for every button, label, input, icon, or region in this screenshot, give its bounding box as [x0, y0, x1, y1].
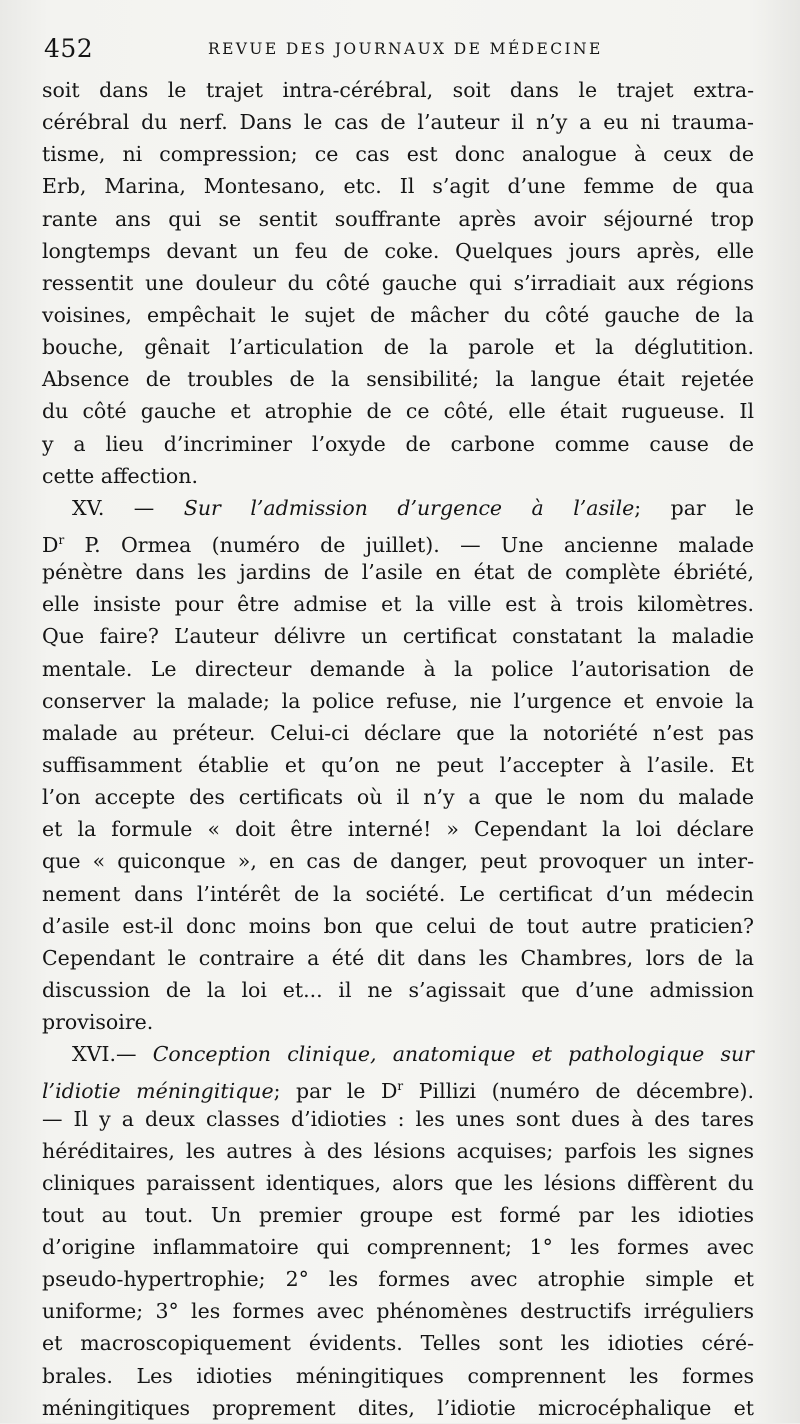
- section-heading-xvi: [42, 1038, 754, 1070]
- section-heading-xv: [42, 492, 754, 524]
- superscript: r: [397, 1079, 404, 1094]
- text-line: d’asile est-il donc moins bon que celui de tout autre praticien?: [42, 913, 754, 938]
- text-line: cette affection.: [42, 463, 198, 488]
- superscript: r: [58, 532, 65, 547]
- text-line: Que faire? L’auteur délivre un certificat constatant la maladie: [42, 624, 754, 649]
- section-title: Sur l’admission d’urgence à l’asile: [183, 495, 635, 520]
- section-byline: ; par le: [634, 495, 754, 520]
- section-number: XVI.—: [72, 1042, 137, 1067]
- text-line: pénètre dans les jardins de l’asile en état de complète ébriété,: [42, 560, 754, 585]
- text-line: longtemps devant un feu de coke. Quelques jours après, elle: [42, 238, 754, 263]
- author-and-source: Pillizi (numéro de décembre).: [403, 1079, 754, 1104]
- text-line: et la formule « doit être interné! » Cependant la loi déclare: [42, 817, 754, 842]
- text-line: pseudo-hypertrophie; 2° les formes avec atrophie simple et: [42, 1267, 754, 1292]
- section-title: Conception clinique, anatomique et pathologique sur: [152, 1042, 754, 1067]
- page-number: 452: [44, 34, 94, 63]
- text-line: Cependant le contraire a été dit dans les Chambres, lors de la: [42, 945, 754, 970]
- text-line: cérébral du nerf. Dans le cas de l’auteur il n’y a eu ni trauma-: [42, 110, 754, 135]
- section-number: XV. —: [72, 495, 155, 520]
- text-line: nement dans l’intérêt de la société. Le certificat d’un médecin: [42, 881, 754, 906]
- text-line: tisme, ni compression; ce cas est donc analogue à ceux de: [42, 142, 754, 167]
- body-text: [42, 74, 754, 1424]
- text-line: l’on accepte des certificats où il n’y a que le nom du malade: [42, 785, 754, 810]
- page-header: [44, 34, 776, 74]
- text-line: voisines, empêchait le sujet de mâcher du côté gauche de la: [42, 302, 754, 327]
- text-line: tout au tout. Un premier groupe est formé par les idioties: [42, 1202, 754, 1227]
- running-title: REVUE DES JOURNAUX DE MÉDECINE: [208, 40, 603, 58]
- text-line: héréditaires, les autres à des lésions acquises; parfois les signes: [42, 1138, 754, 1163]
- text-line: mentale. Le directeur demande à la police l’autorisation de: [42, 656, 754, 681]
- text-line: brales. Les idioties méningitiques comprennent les formes: [42, 1363, 754, 1388]
- text-line: ressentit une douleur du côté gauche qui s’irradiait aux régions: [42, 270, 754, 295]
- section-title-continuation: [42, 1070, 754, 1102]
- text-line: discussion de la loi et... il ne s’agissait que d’une admission: [42, 977, 754, 1002]
- section-title: l’idiotie méningitique: [42, 1079, 274, 1104]
- author-and-source: P. Ormea (numéro de juillet). — Une ancienne malade: [64, 532, 754, 557]
- text-line: bouche, gênait l’articulation de la parole et la déglutition.: [42, 335, 754, 360]
- text-line: malade au préteur. Celui-ci déclare que la notoriété n’est pas: [42, 720, 754, 745]
- text-line: elle insiste pour être admise et la ville est à trois kilomètres.: [42, 592, 754, 617]
- text-line: conserver la malade; la police refuse, nie l’urgence et envoie la: [42, 688, 754, 713]
- author-title: D: [42, 532, 59, 557]
- text-line: suffisamment établie et qu’on ne peut l’accepter à l’asile. Et: [42, 752, 754, 777]
- text-line: rante ans qui se sentit souffrante après avoir séjourné trop: [42, 206, 754, 231]
- text-line: Erb, Marina, Montesano, etc. Il s’agit d’une femme de qua: [42, 174, 754, 199]
- text-line: du côté gauche et atrophie de ce côté, elle était rugueuse. Il: [42, 399, 754, 424]
- text-line: uniforme; 3° les formes avec phénomènes destructifs irréguliers: [42, 1299, 754, 1324]
- text-line: — Il y a deux classes d’idioties : les unes sont dues à des tares: [42, 1106, 754, 1131]
- text-line: Absence de troubles de la sensibilité; la langue était rejetée: [42, 367, 754, 392]
- text-line: méningitiques proprement dites, l’idiotie microcéphalique et: [42, 1395, 754, 1420]
- text-line: et macroscopiquement évidents. Telles sont les idioties céré-: [42, 1331, 754, 1356]
- text-line: provisoire.: [42, 1010, 154, 1035]
- text-line: cliniques paraissent identiques, alors que les lésions diffèrent du: [42, 1170, 754, 1195]
- text-line: que « quiconque », en cas de danger, peut provoquer un inter-: [42, 849, 754, 874]
- section-author-line: [42, 524, 754, 556]
- text-line: soit dans le trajet intra-cérébral, soit dans le trajet extra-: [42, 78, 754, 102]
- text-line: y a lieu d’incriminer l’oxyde de carbone comme cause de: [42, 431, 754, 456]
- section-byline: ; par le D: [273, 1079, 398, 1104]
- text-line: d’origine inflammatoire qui comprennent; 1° les formes avec: [42, 1235, 754, 1260]
